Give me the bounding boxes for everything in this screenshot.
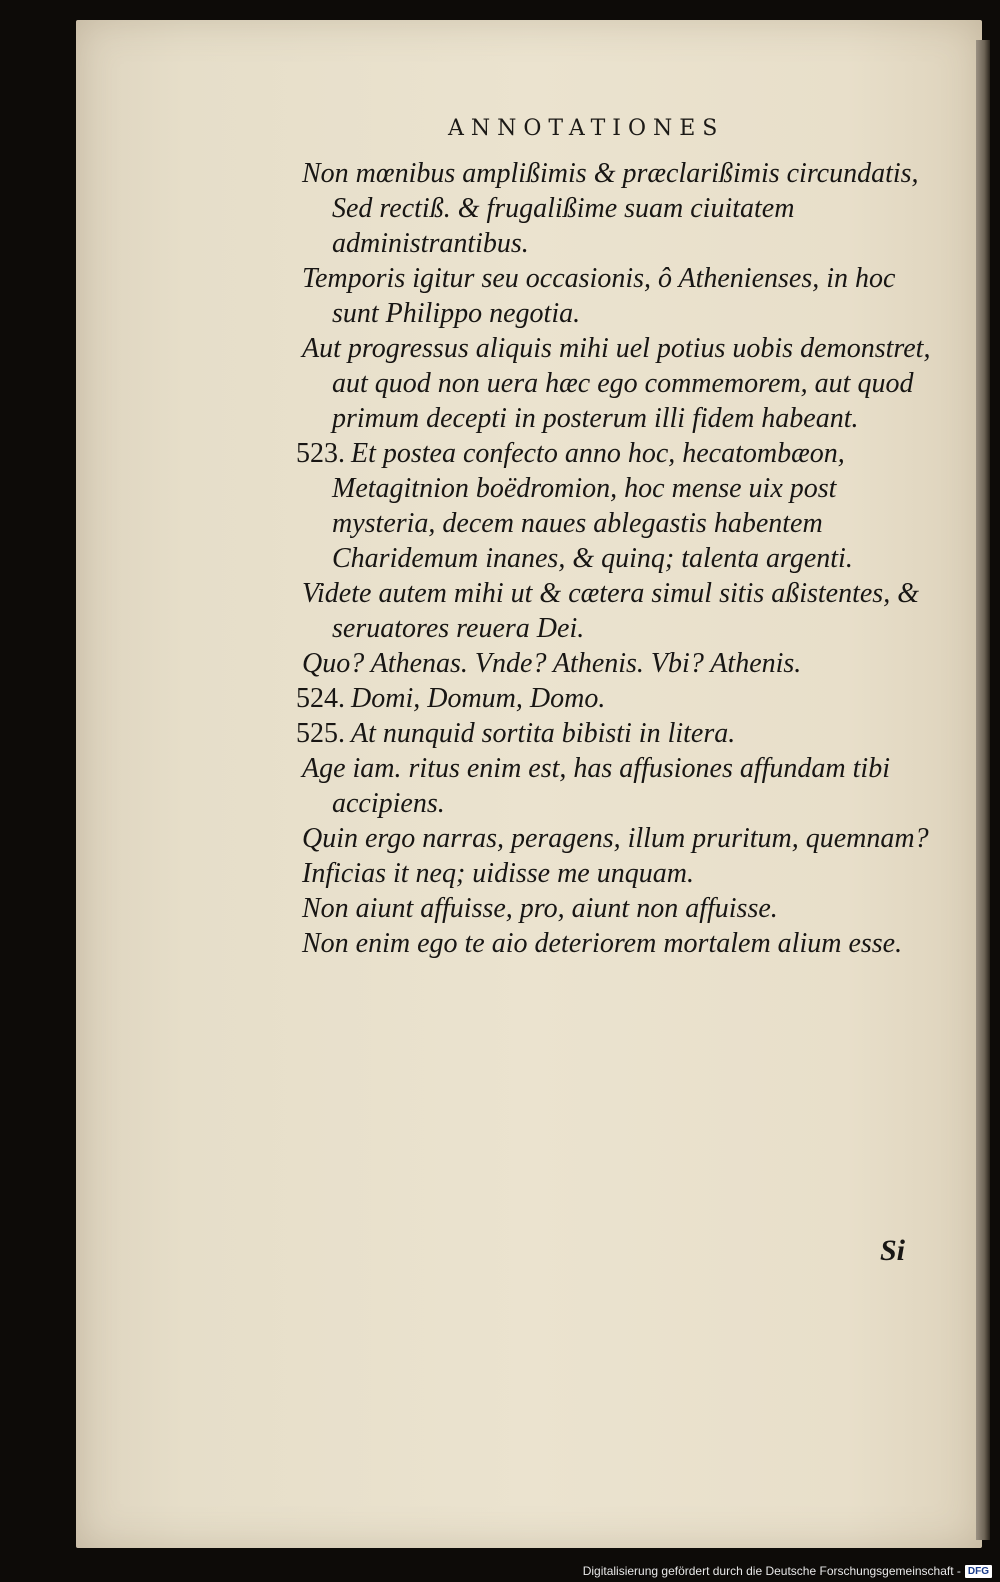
entry-text: Age iam. ritus enim est, has affusiones affundam tibi accipiens. — [302, 753, 890, 819]
catchword: Si — [880, 1234, 906, 1267]
entry-text: Aut progressus aliquis mihi uel potius uobis demonstret, aut quod non uera hæc ego commemorem, aut quod primum decepti in posterum illi fidem habeant. — [302, 333, 931, 434]
entry-number: 524. — [296, 683, 345, 714]
entry — [296, 331, 936, 436]
dfg-logo: DFG — [965, 1565, 992, 1578]
entry — [296, 856, 936, 891]
entry — [296, 646, 936, 681]
entry — [296, 681, 936, 716]
entry-text: Et postea confecto anno hoc, hecatombæon, Metagitnion boëdromion, hoc mense uix post mysteria, decem naues ablegastis habentem Charidemum inanes, & quinq; talenta argenti. — [332, 438, 853, 574]
annotation-text — [296, 156, 936, 961]
entry — [296, 261, 936, 331]
entry — [296, 576, 936, 646]
entry-text: At nunquid sortita bibisti in litera. — [351, 718, 736, 749]
digitization-credit — [583, 1564, 992, 1578]
entry-text: Non aiunt affuisse, pro, aiunt non affuisse. — [302, 893, 778, 924]
entry — [296, 716, 936, 751]
entry-text: Inficias it neq; uidisse me unquam. — [302, 858, 694, 889]
entry — [296, 156, 936, 261]
entry-text: Non enim ego te aio deteriorem mortalem alium esse. — [302, 928, 903, 959]
entry-text: Domi, Domum, Domo. — [351, 683, 606, 714]
entry — [296, 436, 936, 576]
running-head: ANNOTATIONES — [448, 116, 725, 141]
entry-text: Temporis igitur seu occasionis, ô Athenienses, in hoc sunt Philippo negotia. — [302, 263, 896, 329]
credit-text: Digitalisierung gefördert durch die Deutsche Forschungsgemeinschaft - — [582, 1564, 961, 1578]
entry — [296, 821, 936, 856]
entry — [296, 891, 936, 926]
entry-text: Quo? Athenas. Vnde? Athenis. Vbi? Athenis. — [302, 648, 802, 679]
entry-number: 525. — [296, 718, 345, 749]
page-edge — [976, 40, 990, 1540]
entry — [296, 751, 936, 821]
entry-number: 523. — [296, 438, 345, 469]
entry-text: Videte autem mihi ut & cætera simul sitis aßistentes, & seruatores reuera Dei. — [302, 578, 919, 644]
entry — [296, 926, 936, 961]
entry-text: Quin ergo narras, peragens, illum pruritum, quemnam? — [302, 823, 929, 854]
entry-text: Non mœnibus amplißimis & præclarißimis circundatis, Sed rectiß. & frugalißime suam ciuitatem administrantibus. — [302, 158, 919, 259]
